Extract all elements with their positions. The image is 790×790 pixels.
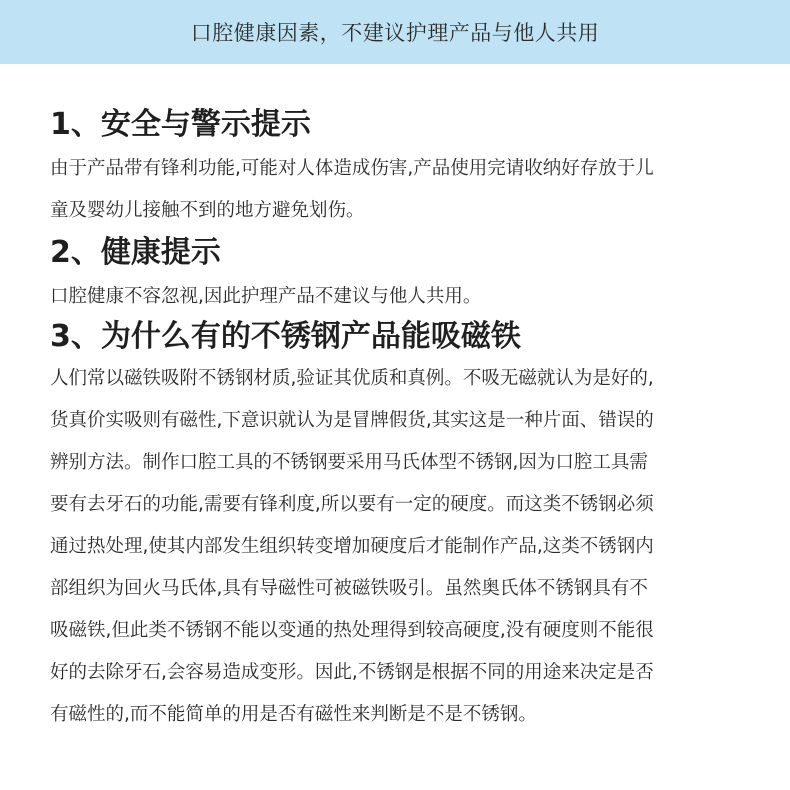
body-line: 通过热处理,使其内部发生组织转变增加硬度后才能制作产品,这类不锈钢内: [50, 536, 654, 557]
body-line: 人们常以磁铁吸附不锈钢材质,验证其优质和真例。不吸无磁就认为是好的,: [50, 368, 654, 389]
body-line: 童及婴幼儿接触不到的地方避免划伤。: [50, 200, 365, 221]
top-banner: [0, 0, 790, 64]
body-line: 好的去除牙石,会容易造成变形。因此,不锈钢是根据不同的用途来决定是否: [50, 662, 654, 683]
body-line: 由于产品带有锋利功能,可能对人体造成伤害,产品使用完请收纳好存放于儿: [50, 158, 654, 179]
section-health: [50, 230, 745, 318]
section-heading-magnet: 3、为什么有的不锈钢产品能吸磁铁: [50, 319, 521, 354]
section-safety: [50, 102, 745, 232]
body-line: 吸磁铁,但此类不锈钢不能以变通的热处理得到较高硬度,没有硬度则不能很: [50, 620, 654, 641]
document-content: [50, 102, 745, 736]
body-line: 辨别方法。制作口腔工具的不锈钢要采用马氏体型不锈钢,因为口腔工具需: [50, 452, 648, 473]
body-line: 部组织为回火马氏体,具有导磁性可被磁铁吸引。虽然奥氏体不锈钢具有不: [50, 578, 648, 599]
section-heading-health: 2、健康提示: [50, 235, 221, 270]
body-line: 有磁性的,而不能简单的用是否有磁性来判断是不是不锈钢。: [50, 704, 537, 725]
body-line: 口腔健康不容忽视,因此护理产品不建议与他人共用。: [50, 286, 482, 307]
body-line: 要有去牙石的功能,需要有锋利度,所以要有一定的硬度。而这类不锈钢必须: [50, 494, 654, 515]
section-magnet: [50, 314, 745, 736]
banner-title: 口腔健康因素，不建议护理产品与他人共用: [190, 21, 600, 45]
section-heading-safety: 1、安全与警示提示: [50, 107, 311, 142]
section-body-magnet: [50, 358, 745, 736]
body-line: 货真价实吸则有磁性,下意识就认为是冒牌假货,其实这是一种片面、错误的: [50, 410, 654, 431]
section-body-safety: [50, 148, 745, 232]
section-body-health: [50, 276, 745, 318]
